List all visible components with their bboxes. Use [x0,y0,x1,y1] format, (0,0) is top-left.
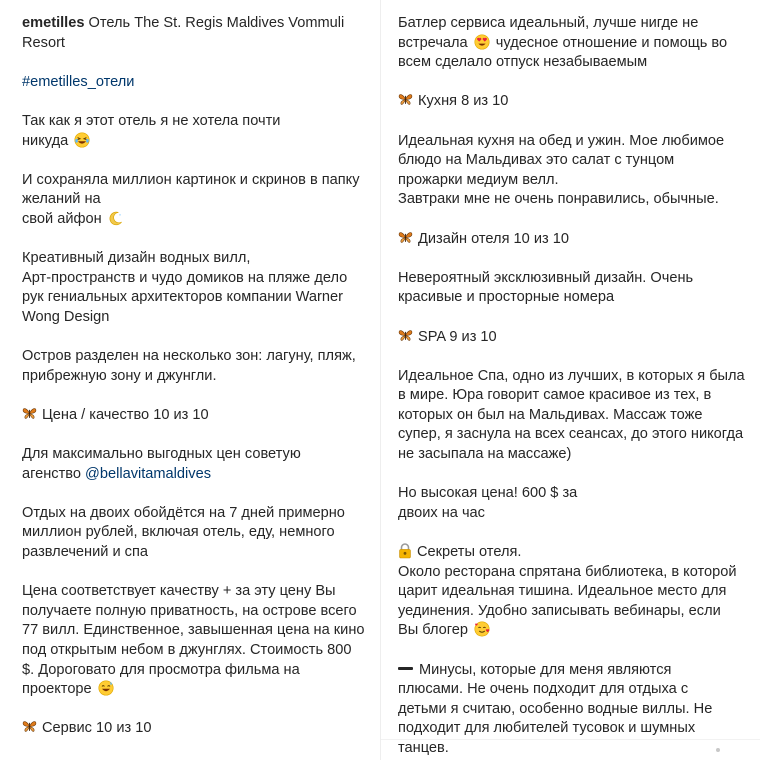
paragraph-design-rooms: Невероятный эксклюзивный дизайн. Очень красивые и просторные номера [398,269,694,306]
paragraph-agency: Для максимально выгодных цен советую агенство @bellavitamaldives [22,446,301,482]
heading-kitchen: Кухня 8 из 10 [398,92,760,112]
butterfly-icon [398,92,413,107]
butterfly-icon [22,719,37,734]
minus-icon [398,667,413,670]
heading-spa: SPA 9 из 10 [398,328,760,348]
paragraph-spa: Идеальное Спа, одно из лучших, в которых я была в мире. Юра говорит самое красивое из тех, в которых он был на Мальдивах. Массаж тоже супер, я заснула на всех сеансах, до этого никогда не засыпала на массаже) [398,367,745,463]
heart-eyes-emoji-icon [474,34,490,50]
username-link[interactable]: emetilles [22,15,85,31]
sweat-smile-emoji-icon [98,680,114,696]
laughing-emoji-icon [74,132,90,148]
paragraph-minuses: Минусы, которые для меня являются плюсами. Не очень подходит для отдыха с детьми я считаю, особенно водные виллы. Не подходит для любителей тусовок и шумных танцев. [398,661,713,756]
paragraph-intro: Так как я этот отель я не хотела почти никуда [22,112,281,149]
paragraph-spa-price: Но высокая цена! 600 $ за двоих на час [398,485,578,521]
post-header [22,14,381,53]
mention-link[interactable]: @bellavitamaldives [85,465,211,482]
paragraph-value: Цена соответствует качеству + за эту цену Вы получаете полную приватность, на острове всего 77 вилл. Единственное, завышенная цена на кино под открытым небом в джунглях. Стоимость 800 $. Дороговато для просмотра фильма на проекторе [22,583,365,698]
smiling-hearts-emoji-icon [474,621,490,637]
lock-key-icon [398,543,412,559]
post-title: Отель The St. Regis Maldives Vommuli [84,15,345,31]
heading-price: Цена / качество 10 из 10 [22,406,381,426]
heading-service: Сервис 10 из 10 [22,719,381,739]
paragraph-zones: Остров разделен на несколько зон: лагуну, пляж, прибрежную зону и джунгли. [22,348,356,384]
butterfly-icon [398,230,413,245]
butterfly-icon [398,328,413,343]
heading-design: Дизайн отеля 10 из 10 [398,230,760,250]
paragraph-folder: И сохраняла миллион картинок и скринов в папку желаний на свой айфон [22,171,360,227]
butterfly-icon [22,406,37,421]
crescent-moon-icon [108,210,124,226]
paragraph-secrets: Секреты отеля. Около ресторана спрятана библиотека, в которой царит идеальная тишина. Идеальное место для уединения. Удобно записывать вебинары, если Вы блогер [398,544,737,639]
hashtag-link[interactable]: #emetilles_отели [22,73,135,90]
paragraph-butler: Батлер сервиса идеальный, лучше нигде не встречала чудесное отношение и помощь во всем сделало отпуск незабываемым [398,15,728,71]
paragraph-kitchen: Идеальная кухня на обед и ужин. Мое любимое блюдо на Мальдивах это салат с тунцом прожарки медиум велл. Завтраки мне не очень понравились, обычные. [398,132,725,208]
paragraph-design: Креативный дизайн водных вилл, Арт-пространств и чудо домиков на пляже дело рук гениальных архитекторов компании Warner Wong Design [22,250,348,325]
post-title-line2: Resort [22,34,65,51]
right-column [381,0,760,760]
paragraph-cost: Отдых на двоих обойдётся на 7 дней примерно миллион рублей, включая отель, еду, немного развлечений и спа [22,504,345,561]
